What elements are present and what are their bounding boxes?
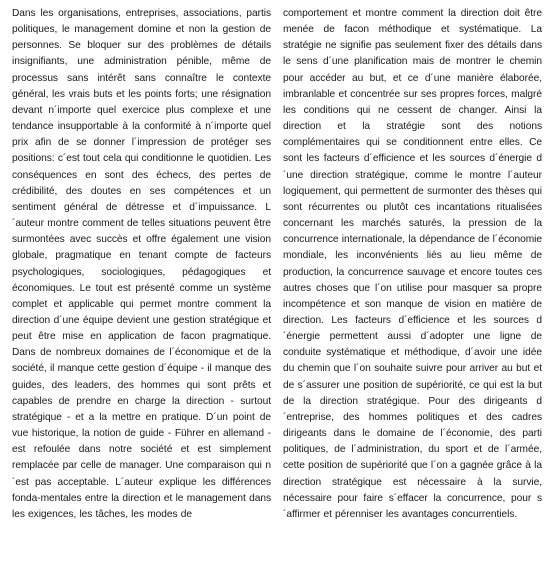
text-column-right xyxy=(283,6,542,576)
body-text-right: comportement et montre comment la direction doit être menée de facon méthodique et systématique. La stratégie ne signifie pas seulement fixer des détails dans le sens d´une planification mais de montrer le chemin pour accéder au but, et ce d´une manière élaborée, imbranlable et concentrée sur ses propres forces, malgré les conditions qui ne cessent de changer. Ainsi la direction et la stratégie sont des notions complémentaires qui se conditionnent entre elles. Ce sont les facteurs d´efficience et les sources d´énergie d´une direction stratégique, comme le montre l´auteur logiquement, qui permettent de surmonter des thèses qui sont récurrentes ou plutôt ces incantations ritualisées concernant les marchés saturés, la pression de la concurrence internationale, la dépendance de l´économie mondiale, les inconvénients liés au lieu même de production, la concurrence sauvage et encore toutes ces autres choses que l´on utilise pour masquer sa propre incompétence et son manque de vision en matière de direction. Les facteurs d´efficience et les sources d´énergie permettent aussi d´adopter une ligne de conduite systématique et méthodique, d´avoir une idée du chemin que l´on souhaite suivre pour arriver au but et de s´assurer une position de supériorité, ce qui est la but de la direction stratégique. Pour des dirigeants d´entreprise, des hommes politiques et des cadres dirigeants dans le domaine de l´économie, des parti politiques, de l´administration, du sport et de l´armée, cette position de supériorité que l´on a gagnée grâce à la direction stratégique est nécessaire à la survie, nécessaire pour faire s´effacer la concurrence, pour s´affirmer et pérenniser les avantages concurrentiels. xyxy=(283,8,542,520)
body-text-left: Dans les organisations, entreprises, associations, partis politiques, le management domine et non la gestion de personnes. Se bloquer sur des problèmes de détails insignifiants, une administration pénible, même de processus sans intérêt sans connaître le contexte général, les vrais buts et les points forts; une résignation devant n´importe quel exercice plus complexe et une tendance insupportable à la conformité à n´importe quel prix afin de se donner l´impression de protéger ses positions: c´est tout cela qui conditionne le quotidien. Les conséquences en sont des échecs, des pertes de crédibilité, des doutes en ses compétences et un sentiment général de détresse et d´impuissance. L´auteur montre comment de telles situations peuvent être surmontées avec succès et offre également une vision globale, pragmatique en tenant compte de facteurs psychologiques, sociologiques, pédagogiques et économiques. Le tout est présenté comme un système complet et applicable qui permet montre comment la direction d´une équipe devient une gestion stratégique et peut être mise en application de facon pragmatique. Dans de nombreux domaines de l´économique et de la société, il manque cette gestion d´équipe - il manque des guides, des leaders, des hommes qui sont prêts et capables de prendre en charge la direction - surtout stratégique - et a la mettre en pratique. D´un point de vue historique, la notion de guide - Führer en allemand - est refoulée dans notre société et est simplement remplacée par celle de manager. Une comparaison qui n´est pas acceptable. L´auteur explique les différences fonda-mentales entre la direction et le management dans les exigences, les tâches, les modes de xyxy=(12,8,271,520)
text-column-left xyxy=(12,6,271,576)
